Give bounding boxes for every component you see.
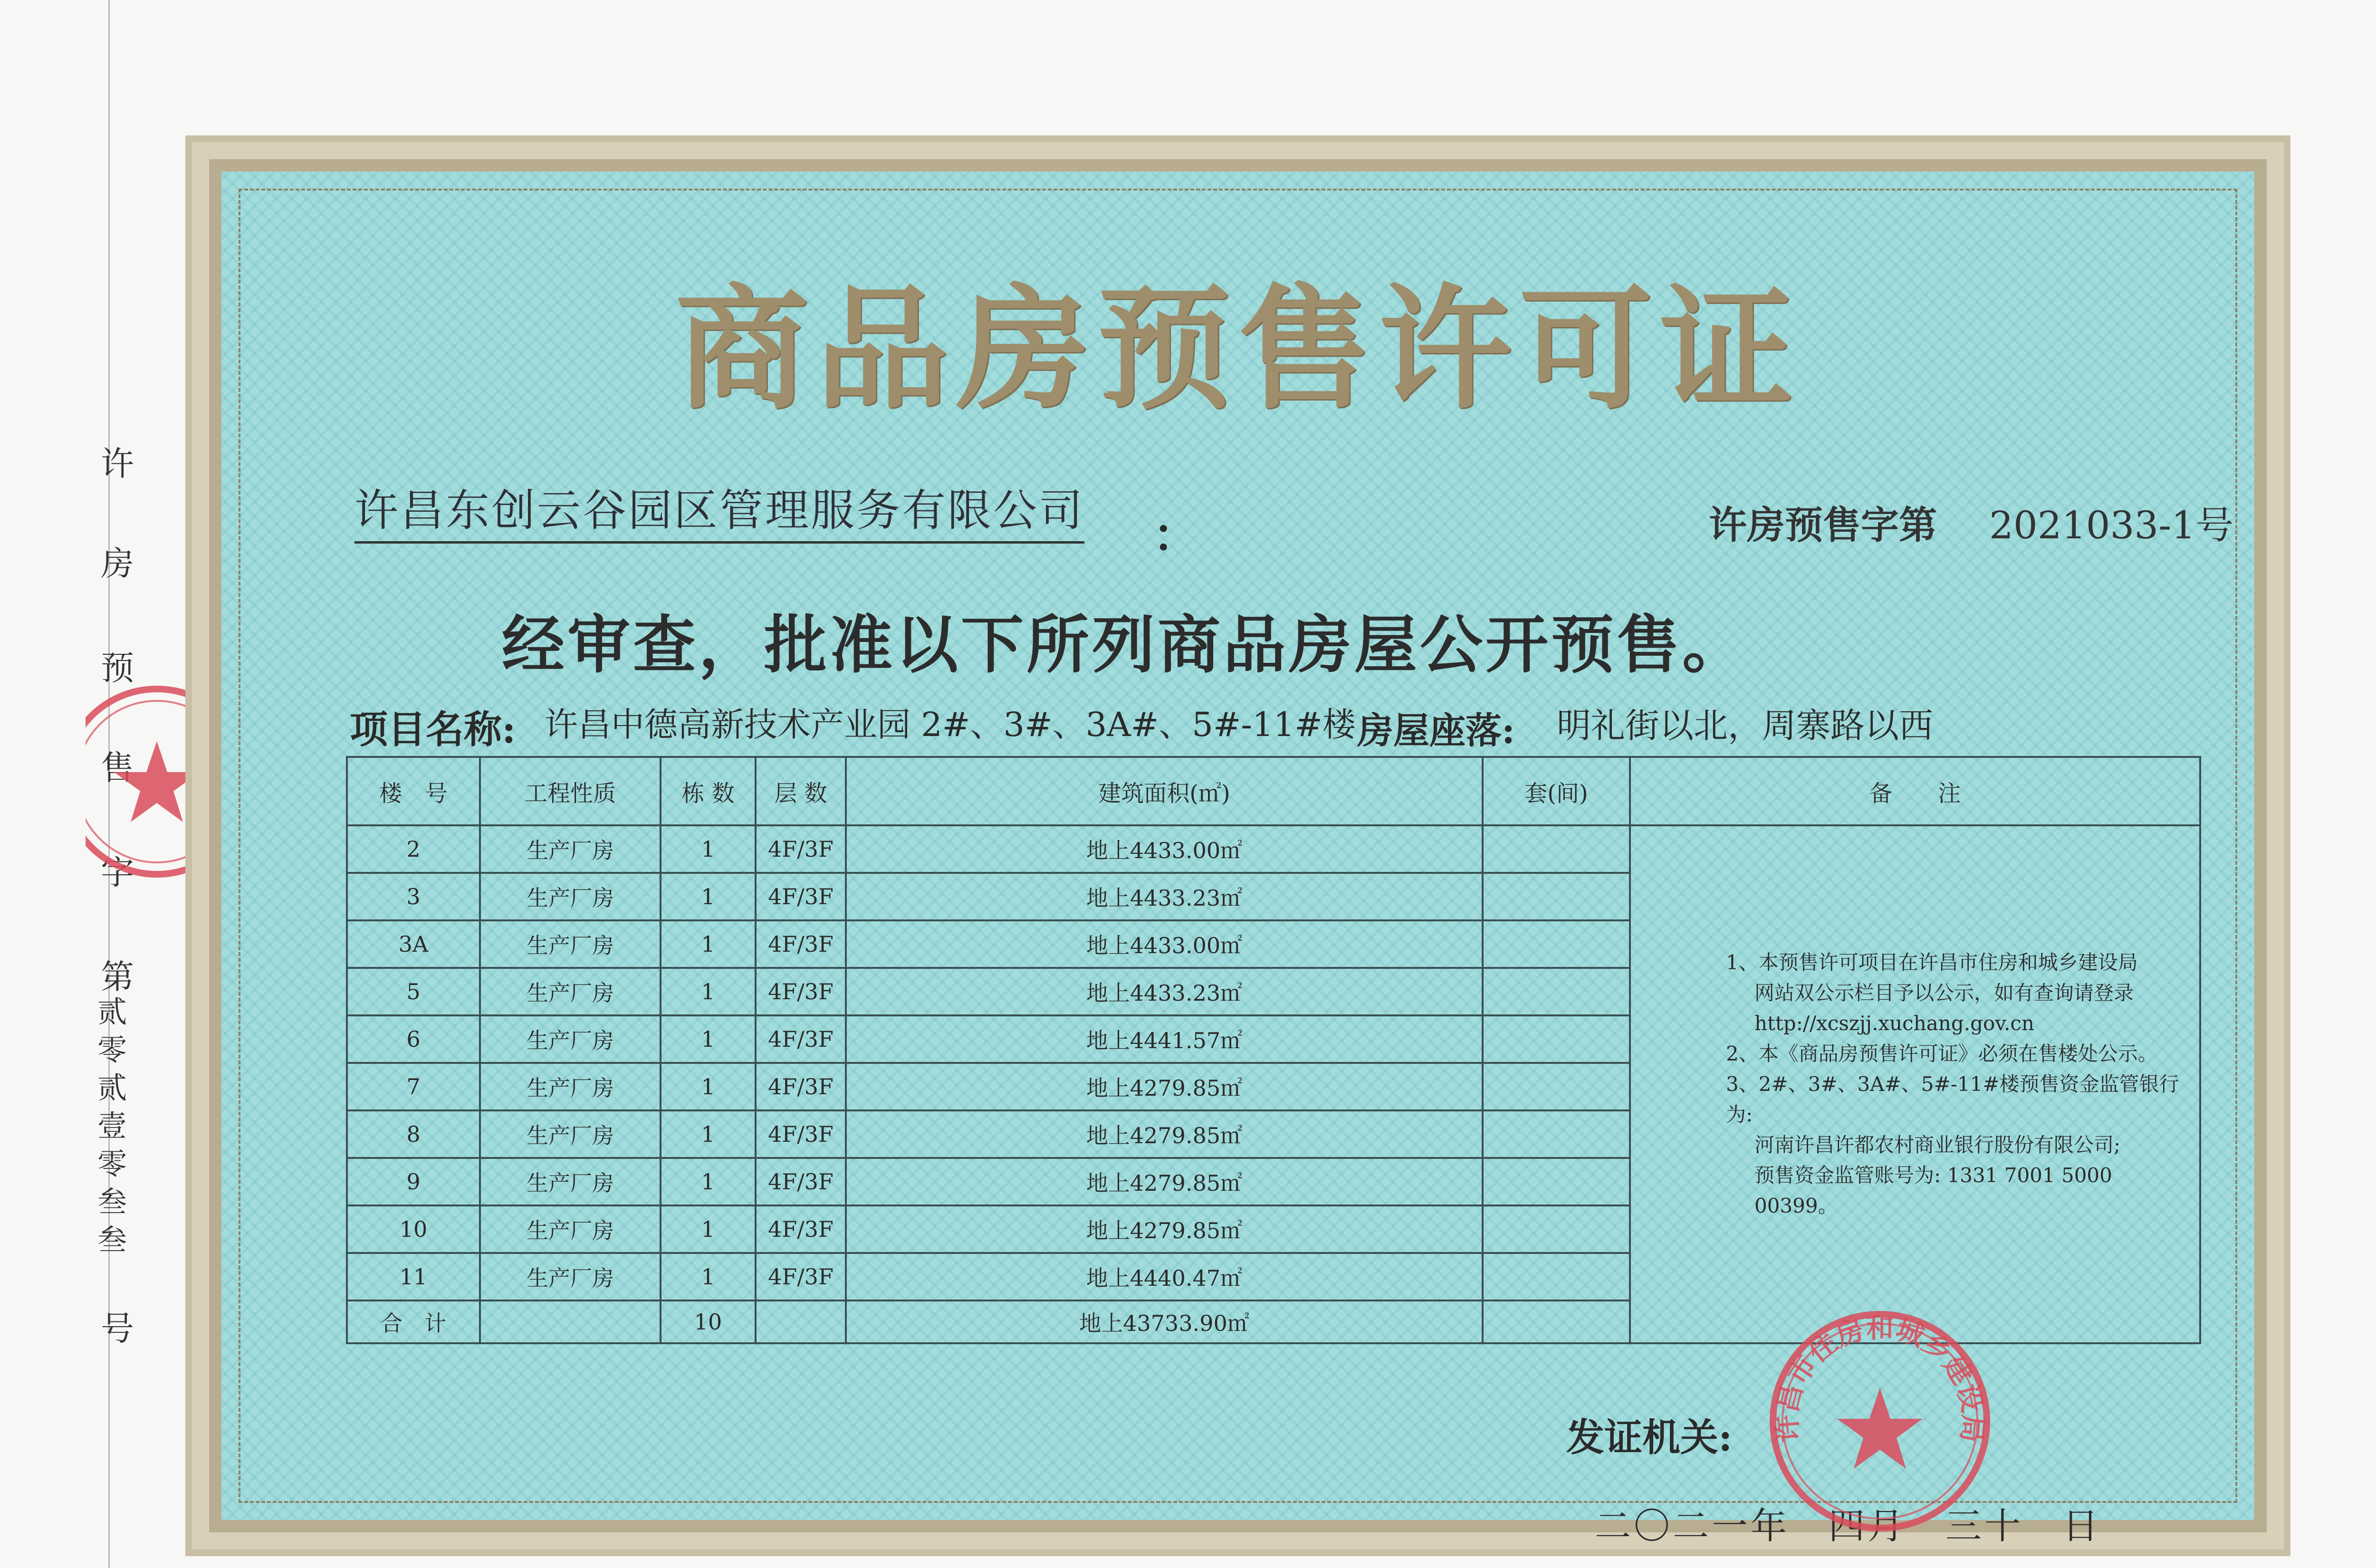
cell-units	[1483, 825, 1630, 873]
cell-count: 1	[661, 1205, 756, 1253]
seal-text: 许昌市住房和城乡建设局	[1770, 1311, 1990, 1444]
cell-count: 1	[661, 920, 756, 968]
stub-numerals: 贰零贰壹零叁叁	[97, 994, 127, 1257]
company-name: 许昌东创云谷园区管理服务有限公司	[354, 476, 1084, 544]
cell-building: 5	[347, 968, 480, 1015]
project-name: 许昌中德高新技术产业园 2#、3#、3A#、5#-11#楼	[545, 705, 1356, 744]
remark-line: http://xcszjj.xuchang.gov.cn	[1754, 1012, 2034, 1035]
cell-floors: 4F/3F	[756, 1015, 846, 1063]
header-count: 栋 数	[661, 757, 756, 825]
cell-nature: 生产厂房	[480, 1015, 661, 1063]
cell-floors: 4F/3F	[756, 968, 846, 1015]
cell-area: 地上4433.23㎡	[846, 873, 1483, 920]
cell-count: 1	[661, 1015, 756, 1063]
cell-area: 地上4279.85㎡	[846, 1205, 1483, 1253]
cell-area: 地上4433.00㎡	[846, 825, 1483, 873]
cell-units	[1483, 1205, 1630, 1253]
stub-char: 售	[101, 748, 134, 787]
cell-building: 9	[347, 1158, 480, 1205]
cell-floors: 4F/3F	[756, 873, 846, 920]
cell-units	[1483, 1253, 1630, 1300]
total-nature	[480, 1300, 661, 1343]
header-floors: 层 数	[756, 757, 846, 825]
location-label: 房屋座落:	[1357, 709, 1515, 752]
header-remarks: 备 注	[1630, 757, 2200, 825]
cell-count: 1	[661, 825, 756, 873]
cell-nature: 生产厂房	[480, 1063, 661, 1110]
certificate-title: 商品房预售许可证	[675, 271, 1801, 427]
cell-building: 3A	[347, 920, 480, 968]
cell-building: 8	[347, 1110, 480, 1158]
cell-nature: 生产厂房	[480, 1253, 661, 1300]
cell-area: 地上4279.85㎡	[846, 1063, 1483, 1110]
cell-floors: 4F/3F	[756, 1205, 846, 1253]
remark-line: 2、本《商品房预售许可证》必须在售楼处公示。	[1726, 1042, 2158, 1065]
cell-nature: 生产厂房	[480, 1110, 661, 1158]
cell-units	[1483, 873, 1630, 920]
stub-char: 第	[101, 957, 134, 996]
cell-units	[1483, 1015, 1630, 1063]
stub-char: 房	[101, 544, 134, 583]
total-floors	[756, 1300, 846, 1343]
cell-building: 11	[347, 1253, 480, 1300]
stub-char: 许	[101, 444, 134, 483]
remark-line: 网站双公示栏目予以公示，如有查询请登录	[1754, 981, 2134, 1004]
cell-units	[1483, 1158, 1630, 1205]
table-row	[347, 825, 2200, 873]
cell-building: 6	[347, 1015, 480, 1063]
counterfoil-stub	[0, 0, 185, 1568]
header-building: 楼 号	[347, 757, 480, 825]
total-units	[1483, 1300, 1630, 1343]
stub-char: 预	[101, 649, 134, 688]
cell-count: 1	[661, 1110, 756, 1158]
cell-area: 地上4433.23㎡	[846, 968, 1483, 1015]
cell-nature: 生产厂房	[480, 920, 661, 968]
cell-nature: 生产厂房	[480, 968, 661, 1015]
approval-statement: 经审查，批准以下所列商品房屋公开预售。	[502, 608, 1748, 682]
issuer-label: 发证机关:	[1566, 1415, 1733, 1460]
cell-floors: 4F/3F	[756, 920, 846, 968]
cell-nature: 生产厂房	[480, 873, 661, 920]
issue-date: 二〇二一年 四月 三十 日	[1595, 1505, 2101, 1547]
total-area: 地上43733.90㎡	[846, 1300, 1483, 1343]
cell-building: 7	[347, 1063, 480, 1110]
remark-line: 3、2#、3#、3A#、5#-11#楼预售资金监管银行为:	[1726, 1072, 2179, 1126]
presale-table	[346, 756, 2201, 1344]
cell-area: 地上4279.85㎡	[846, 1158, 1483, 1205]
cell-area: 地上4440.47㎡	[846, 1253, 1483, 1300]
table-header-row	[347, 757, 2200, 825]
cell-nature: 生产厂房	[480, 1158, 661, 1205]
remark-line: 1、本预售许可项目在许昌市住房和城乡建设局	[1726, 951, 2138, 974]
company-colon: ：	[1153, 508, 1198, 562]
cell-area: 地上4433.00㎡	[846, 920, 1483, 968]
total-count: 10	[661, 1300, 756, 1343]
cell-units	[1483, 920, 1630, 968]
cell-building: 3	[347, 873, 480, 920]
remarks-cell	[1630, 825, 2200, 1343]
cell-count: 1	[661, 1063, 756, 1110]
cell-count: 1	[661, 1158, 756, 1205]
header-units: 套(间)	[1483, 757, 1630, 825]
location-value: 明礼街以北，周寨路以西	[1557, 706, 1934, 746]
official-seal-icon	[1756, 1298, 2003, 1545]
cell-count: 1	[661, 873, 756, 920]
cell-nature: 生产厂房	[480, 825, 661, 873]
cell-floors: 4F/3F	[756, 1063, 846, 1110]
cell-area: 地上4279.85㎡	[846, 1110, 1483, 1158]
cell-floors: 4F/3F	[756, 825, 846, 873]
cell-floors: 4F/3F	[756, 1110, 846, 1158]
certificate-body	[209, 159, 2267, 1547]
stub-suffix: 号	[101, 1309, 134, 1348]
cell-units	[1483, 1110, 1630, 1158]
remark-line: 河南许昌许都农村商业银行股份有限公司;	[1754, 1133, 2121, 1157]
project-label: 项目名称:	[350, 707, 516, 752]
cell-units	[1483, 968, 1630, 1015]
cell-building: 10	[347, 1205, 480, 1253]
total-label: 合 计	[347, 1300, 480, 1343]
remark-line: 预售资金监管账号为: 1331 7001 5000 00399。	[1754, 1164, 2112, 1217]
cell-area: 地上4441.57㎡	[846, 1015, 1483, 1063]
cell-floors: 4F/3F	[756, 1158, 846, 1205]
header-nature: 工程性质	[480, 757, 661, 825]
cell-nature: 生产厂房	[480, 1205, 661, 1253]
cell-floors: 4F/3F	[756, 1253, 846, 1300]
header-area: 建筑面积(㎡)	[846, 757, 1483, 825]
permit-number: 2021033-1号	[1989, 503, 2234, 547]
certificate-frame	[185, 135, 2290, 1556]
cell-units	[1483, 1063, 1630, 1110]
permit-label: 许房预售字第	[1709, 503, 1937, 547]
cell-count: 1	[661, 1253, 756, 1300]
cell-count: 1	[661, 968, 756, 1015]
cell-building: 2	[347, 825, 480, 873]
stub-char: 字	[101, 853, 134, 892]
